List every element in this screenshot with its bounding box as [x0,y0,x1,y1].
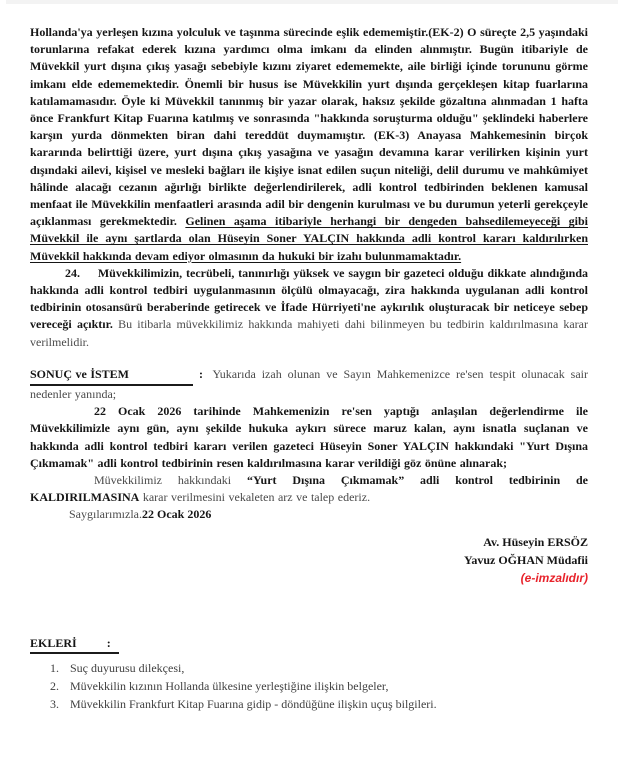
scan-edge-artifact [6,0,618,4]
request-paragraph [30,472,588,506]
conclusion-heading: SONUÇ ve İSTEM [30,366,130,381]
request-text-post: karar verilmesini vekaleten arz ve talep ederiz. [142,490,371,505]
conclusion-heading-colon: : [198,366,203,381]
closing-date: 22 Ocak 2026 [141,507,212,522]
decision-reference-paragraph [30,403,588,472]
body-paragraph-continuation [30,24,588,265]
attachments-heading-colon: : [106,635,111,650]
attachment-item: 2. Müvekkilin kızının Hollanda ülkesine yerleştiğine ilişkin belgeler, [62,677,588,695]
paragraph-24-bold-text: Müvekkilimizin, tecrübeli, tanınırlığı yüksek ve saygın bir gazeteci olduğu dikkate alındığında hakkında adli kontrol tedbiri uygulanmasının ölçülü olmayacağı, zira hakkında uygulanan adli kontrol tedbirinin otosansürü beraberinde getirecek ve İfade Hürriyeti'ne aykırılık oluşturacak bir neticeye sebep vereceği açıktır. [30,265,589,332]
signatory-name-1: Av. Hüseyin ERSÖZ [483,534,588,549]
attachments-list [62,659,588,713]
conclusion-intro-text: Yukarıda izah olunan ve Sayın Mahkemenizce re'sen tespit olunacak sair nedenler yanında; [30,366,588,402]
paragraph-number: 24. [65,265,80,280]
signatory-name-2: Yavuz OĞHAN Müdafii [463,552,588,567]
attachments-heading-line [30,636,588,654]
closing-line [69,506,588,523]
paragraph-24-regular-text: Bu itibarla müvekkilimiz hakkında mahiyeti dahi bilinmeyen bu tedbirin kaldırılmasına karar verilmelidir. [30,317,589,349]
request-text-pre: Müvekkilimiz hakkındaki [94,473,232,488]
attachments-heading: EKLERİ [30,635,77,650]
closing-salutation: Saygılarımızla. [69,507,142,522]
decision-reference-text: 22 Ocak 2026 tarihinde Mahkemenizin re'sen yaptığı anlaşılan değerlendirme ile Müvekkilimizle aynı gün, aynı şekilde hukuka aykırı sürece maruz kalan, aynı isnatla suçlanan ve hakkında adli kontrol tedbiri kararı verilen gazeteci Hüseyin Soner YALÇIN hakkındaki "Yurt Dışına Çıkmamak" adli kontrol tedbirinin resen kaldırılmasına karar verildiği göz önüne alınarak; [30,404,588,470]
conclusion-heading-paragraph [30,366,588,403]
attachments-section [30,636,588,713]
conclusion-heading-underline [30,366,193,386]
paragraph-text-bold: Hollanda'ya yerleşen kızına yolculuk ve taşınma sürecinde eşlik edememiştir.(EK-2) O süreçte 2,5 yaşındaki torunlarına refakat ederek kızına yardımcı olma imkanı da elinden alınmıştır. Bugün itibariyle de Müvekkil yurt dışına çıkış yasağı sebebiyle kızını ziyaret edememekte, aile birliği içinde torununu görme imkanı elde edememektedir. Önemli bir husus ise Müvekkilin yurt dışında gerçekleşen kitap fuarlarına katılamamasıdır. Öyle ki Müvekkil tanınmış bir yazar olarak, haksız şekilde gözaltına alınmadan 1 hafta önce Frankfurt Kitap Fuarına katılmış ve sonrasında "hakkında soruşturma olduğu" şeklindeki haberlere karşın yurda dönmekten biran dahi tereddüt duymamıştır. (EK-3) Anayasa Mahkemesinin birçok kararında belirttiği üzere, yurt dışına çıkış yasağına ve yasağın devamına karar verilirken kişinin yurt dışındaki ailevi, kişisel ve mesleki bağları ile kişiye isnat edilen suçun niteliği, delil durumu ve mahkûmiyet hâlinde alacağı cezanın ağırlığı birlikte değerlendirilerek, adli kontrol tedbirinden beklenen kamusal menfaat ile Müvekkilin menfaatleri arasında adil bir dengenin kurulması ve bu durumun yeterli gerekçeyle açıklanması gerekmektedir. [30,25,588,229]
signature-block [30,533,588,587]
paragraph-text-underlined: Gelinen aşama itibariyle herhangi bir dengeden bahsedilemeyeceği gibi Müvekkil ile aynı şartlarda olan Hüseyin Soner YALÇIN hakkında adli kontrol kararı kaldırılırken Müvekkil hakkında devam ediyor olmasının da hukuki bir izahı bulunmamaktadır. [30,214,589,263]
attachment-item: 1. Suç duyurusu dilekçesi, [62,659,588,677]
body-paragraph-24 [30,265,588,351]
attachment-item: 3. Müvekkilin Frankfurt Kitap Fuarına gidip - döndüğüne ilişkin uçuş bilgileri. [62,695,588,713]
request-text-bold: “Yurt Dışına Çıkmamak” adli kontrol tedbirinin de KALDIRILMASINA [30,473,588,505]
attachments-heading-underline [30,636,119,654]
e-signature-note: (e-imzalıdır) [520,570,588,585]
